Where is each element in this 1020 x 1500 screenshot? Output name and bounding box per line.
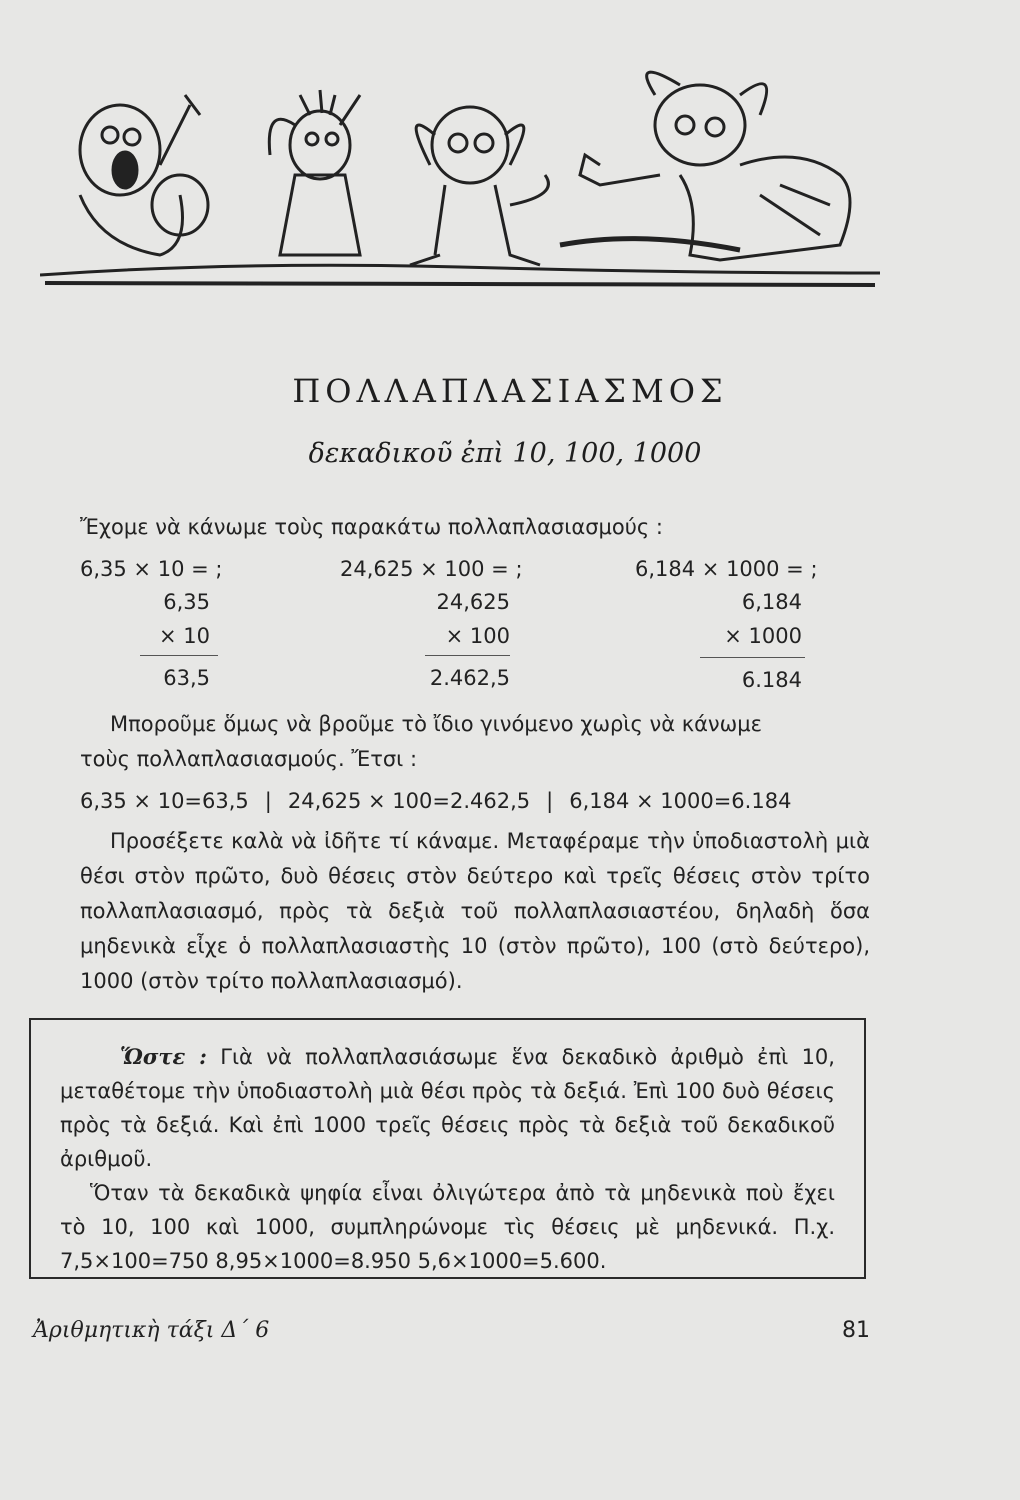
multiplicand-2: 24,625 <box>436 590 510 614</box>
page-subtitle: δεκαδικοῦ ἐπὶ 10, 100, 1000 <box>308 438 702 469</box>
multiplier-2: × 100 <box>445 624 510 648</box>
divider: | <box>264 789 272 813</box>
result-3: 6.184 <box>741 668 802 692</box>
problem-statement-1: 6,35 × 10 = ; <box>80 557 223 581</box>
result-2: 2.462,5 <box>429 666 510 690</box>
shortcut-text-line1: Μποροῦμε ὅμως νὰ βροῦμε τὸ ἴδιο γινόμενο χωρὶς νὰ κάνωμε <box>110 712 762 736</box>
rule-label: Ὥστε : <box>120 1044 207 1069</box>
rule-paragraph-1 <box>60 1040 835 1176</box>
column-rule-3 <box>700 657 805 658</box>
cartoon-mice-illustration <box>40 55 880 295</box>
result-1: 63,5 <box>163 666 210 690</box>
shortcut-example-1: 6,35 × 10=63,5 <box>80 789 249 813</box>
rule-text-1: Γιὰ νὰ πολλαπλασιάσωμε ἕνα δεκαδικὸ ἀριθμὸ ἐπὶ 10, μεταθέτομε τὴν ὑποδιαστολὴ μιὰ θέσι πρὸς τὰ δεξιά. Ἐπὶ 100 δυὸ θέσεις πρὸς τὰ δεξιά. Καὶ ἐπὶ 1000 τρεῖς θέσεις πρὸς τὰ δεξιὰ τοῦ δεκαδικοῦ ἀριθμοῦ. <box>60 1045 835 1171</box>
footer-book-title: Ἀριθμητικὴ τάξι Δ΄ 6 <box>33 1318 270 1343</box>
problem-statement-2: 24,625 × 100 = ; <box>340 557 523 581</box>
shortcut-text-line2: τοὺς πολλαπλασιασμούς. Ἔτσι : <box>80 747 418 771</box>
multiplier-1: × 10 <box>159 624 210 648</box>
column-rule-1 <box>140 655 218 656</box>
multiplicand-1: 6,35 <box>163 590 210 614</box>
rule-box <box>29 1018 866 1279</box>
rule-paragraph-2: Ὅταν τὰ δεκαδικὰ ψηφία εἶναι ὀλιγώτερα ἀπὸ τὰ μηδενικὰ ποὺ ἔχει τὸ 10, 100 καὶ 1000, συμπληρώνομε τὶς θέσεις μὲ μηδενικά. Π.χ. 7,5×100=750 8,95×1000=8.950 5,6×1000=5.600. <box>60 1181 835 1273</box>
explanation-paragraph: Προσέξετε καλὰ νὰ ἰδῆτε τί κάναμε. Μεταφέραμε τὴν ὑποδιαστολὴ μιὰ θέσι στὸν πρῶτο, δυὸ θέσεις στὸν δεύτερο καὶ τρεῖς θέσεις στὸν τρίτο πολλαπλασιασμό, πρὸς τὰ δεξιὰ τοῦ πολλαπλασιαστέου, δηλαδὴ ὅσα μηδενικὰ εἶχε ὁ πολλαπλασιαστὴς 10 (στὸν πρῶτο), 100 (στὸ δεύτερο), 1000 (στὸν τρίτο πολλαπλασιασμό). <box>80 829 870 993</box>
problem-statement-3: 6,184 × 1000 = ; <box>635 557 818 581</box>
page-number: 81 <box>842 1318 870 1343</box>
divider: | <box>546 789 554 813</box>
multiplicand-3: 6,184 <box>741 590 802 614</box>
column-rule-2 <box>425 655 510 656</box>
shortcut-example-2: 24,625 × 100=2.462,5 <box>287 789 531 813</box>
shortcut-example-3: 6,184 × 1000=6.184 <box>569 789 792 813</box>
page-title: ΠΟΛΛΑΠΛΑΣΙΑΣΜΟΣ <box>292 372 728 410</box>
intro-text: Ἔχομε νὰ κάνωμε τοὺς παρακάτω πολλαπλασιασμούς : <box>80 515 663 539</box>
multiplier-3: × 1000 <box>724 624 802 648</box>
shortcut-examples <box>80 784 791 819</box>
